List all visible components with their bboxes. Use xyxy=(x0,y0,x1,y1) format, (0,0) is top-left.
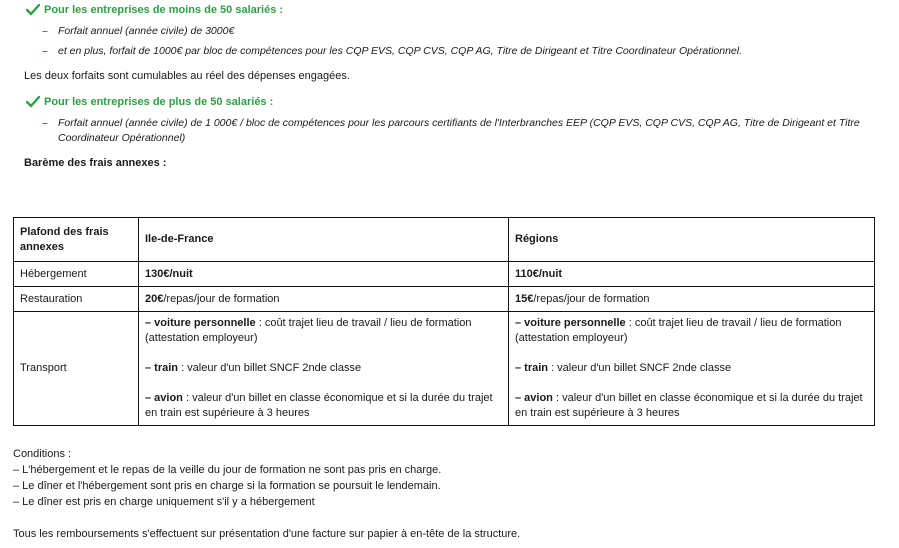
hebergement-regions: 110€/nuit xyxy=(509,262,875,287)
condition-line: – Le dîner et l'hébergement sont pris en charge si la formation se poursuit le lendemain. xyxy=(13,480,441,492)
header-idf: Ile-de-France xyxy=(139,218,509,262)
transport-regions xyxy=(509,312,875,426)
row-label: Restauration xyxy=(14,287,139,312)
header-plafond: Plafond des frais annexes xyxy=(14,218,139,262)
restauration-idf: 20€/repas/jour de formation xyxy=(139,287,509,312)
section-heading-large-companies: Pour les entreprises de plus de 50 salariés : xyxy=(26,96,273,108)
transport-idf xyxy=(139,312,509,426)
conditions-title: Conditions : xyxy=(13,448,72,460)
cumul-text: Les deux forfaits sont cumulables au réel des dépenses engagées. xyxy=(24,70,350,82)
list-item: – Forfait annuel (année civile) de 1 000€ / bloc de compétences pour les parcours certifiants de l'Interbranches EEP (CQP EVS, CQP CVS, CQP AG, Titre de Dirigeant et Titre Coordinateur Opérationnel) xyxy=(42,117,860,144)
transport-voiture: – voiture personnelle : coût trajet lieu de travail / lieu de formation (attestation employeur) xyxy=(515,317,842,344)
transport-avion: – avion : valeur d'un billet en classe économique et si la durée du trajet en train est supérieure à 3 heures xyxy=(515,392,863,419)
transport-train: – train : valeur d'un billet SNCF 2nde classe xyxy=(515,362,732,374)
table-header-row xyxy=(14,218,875,262)
bareme-title: Barème des frais annexes : xyxy=(24,157,167,169)
list-item: – Forfait annuel (année civile) de 3000€ xyxy=(42,25,235,37)
hebergement-idf: 130€/nuit xyxy=(139,262,509,287)
table-row xyxy=(14,287,875,312)
header-regions: Régions xyxy=(509,218,875,262)
transport-train: – train : valeur d'un billet SNCF 2nde classe xyxy=(145,362,362,374)
check-icon xyxy=(26,96,40,108)
table-row xyxy=(14,312,875,426)
condition-line: – L'hébergement et le repas de la veille du jour de formation ne sont pas pris en charge. xyxy=(13,464,442,476)
table-row xyxy=(14,262,875,287)
row-label: Hébergement xyxy=(14,262,139,287)
restauration-regions: 15€/repas/jour de formation xyxy=(509,287,875,312)
row-label: Transport xyxy=(14,312,139,426)
conditions xyxy=(13,446,441,510)
section-heading-small-companies: Pour les entreprises de moins de 50 salariés : xyxy=(26,4,283,16)
condition-line: – Le dîner est pris en charge uniquement s'il y a hébergement xyxy=(13,496,315,508)
transport-avion: – avion : valeur d'un billet en classe économique et si la durée du trajet en train est supérieure à 3 heures xyxy=(145,392,493,419)
list-item: – et en plus, forfait de 1000€ par bloc de compétences pour les CQP EVS, CQP CVS, CQP AG, Titre de Dirigeant et Titre Coordinateur Opérationnel. xyxy=(42,45,743,57)
footer-text: Tous les remboursements s'effectuent sur présentation d'une facture sur papier à en-tête de la structure. xyxy=(13,528,521,540)
fees-table xyxy=(13,217,875,426)
check-icon xyxy=(26,4,40,16)
transport-voiture: – voiture personnelle : coût trajet lieu de travail / lieu de formation (attestation employeur) xyxy=(145,317,472,344)
